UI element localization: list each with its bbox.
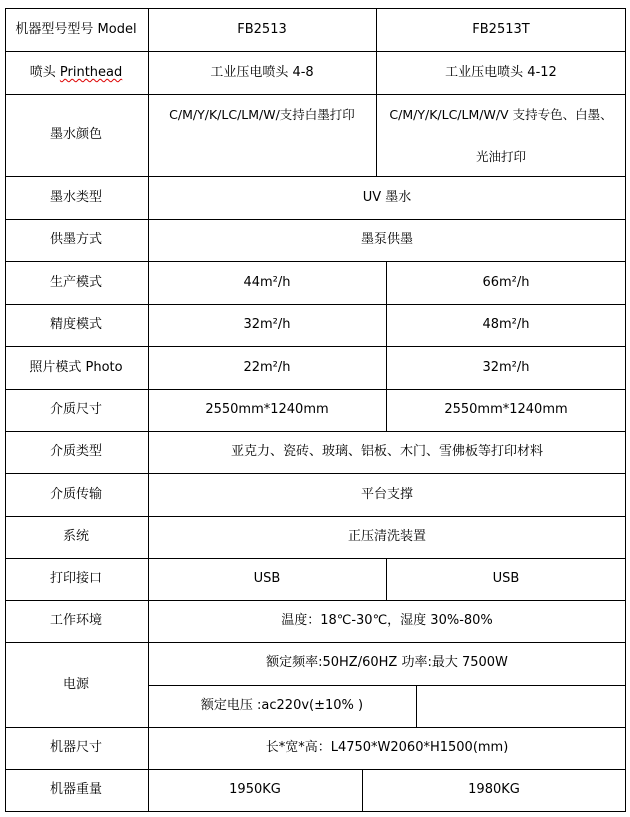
- label-model: 机器型号型号 Model: [15, 22, 137, 37]
- value-power-line1: 额定频率:50HZ/60HZ 功率:最大 7500W: [266, 655, 508, 670]
- row-rule: [5, 304, 626, 305]
- label-media-feed: 介质传输: [49, 487, 103, 502]
- row-rule: [5, 473, 626, 474]
- value-precision-b: 48m²/h: [482, 317, 530, 332]
- value-ink-color-b-line1: C/M/Y/K/LC/LM/W/V 支持专色、白墨、: [389, 107, 613, 122]
- power-divider: [148, 685, 626, 686]
- row-rule: [5, 389, 626, 390]
- row-rule: [5, 727, 626, 728]
- label-precision-mode: 精度模式: [49, 317, 103, 332]
- value-media-size-b: 2550mm*1240mm: [444, 402, 568, 417]
- row-rule: [5, 176, 626, 177]
- label-photo-mode: 照片模式 Photo: [29, 360, 123, 375]
- label-dimensions: 机器尺寸: [49, 740, 103, 755]
- value-media-size-a: 2550mm*1240mm: [205, 402, 329, 417]
- value-weight-a: 1950KG: [229, 782, 281, 797]
- label-media-type: 介质类型: [49, 444, 103, 459]
- row-rule: [5, 51, 626, 52]
- label-print-interface: 打印接口: [49, 571, 103, 586]
- value-printhead-b: 工业压电喷头 4-12: [445, 65, 557, 80]
- row-rule: [5, 94, 626, 95]
- row-rule: [5, 346, 626, 347]
- value-interface-a: USB: [253, 571, 281, 586]
- column-divider: [362, 769, 363, 811]
- column-divider: [376, 8, 377, 176]
- column-divider: [416, 685, 417, 727]
- value-printhead-a: 工业压电喷头 4-8: [210, 65, 314, 80]
- table-border-left: [5, 8, 6, 812]
- label-media-size: 介质尺寸: [49, 402, 103, 417]
- label-column-divider: [148, 8, 149, 812]
- label-environment: 工作环境: [49, 613, 103, 628]
- row-rule: [5, 261, 626, 262]
- table-border-right: [625, 8, 626, 812]
- value-photo-a: 22m²/h: [243, 360, 291, 375]
- value-production-b: 66m²/h: [482, 275, 530, 290]
- row-rule: [5, 219, 626, 220]
- label-printhead-en: Printhead: [59, 65, 123, 80]
- value-production-a: 44m²/h: [243, 275, 291, 290]
- column-divider: [386, 261, 387, 431]
- value-weight-b: 1980KG: [468, 782, 520, 797]
- row-rule: [5, 516, 626, 517]
- value-dimensions: 长*宽*高：L4750*W2060*H1500(mm): [265, 740, 509, 755]
- row-rule: [5, 769, 626, 770]
- value-photo-b: 32m²/h: [482, 360, 530, 375]
- value-ink-color-b-line2: 光油打印: [475, 149, 527, 164]
- value-model-fb2513t: FB2513T: [472, 22, 530, 37]
- label-ink-supply: 供墨方式: [49, 232, 103, 247]
- value-ink-type: UV 墨水: [362, 190, 412, 205]
- label-power: 电源: [62, 677, 90, 692]
- label-system: 系统: [62, 529, 90, 544]
- label-ink-color: 墨水颜色: [49, 127, 103, 142]
- value-environment: 温度：18℃-30℃，湿度 30%-80%: [281, 613, 493, 628]
- value-media-type: 亚克力、瓷砖、玻璃、铝板、木门、雪佛板等打印材料: [230, 444, 544, 459]
- row-rule: [5, 642, 626, 643]
- label-printhead-cn: 喷头: [29, 65, 56, 80]
- row-rule: [5, 600, 626, 601]
- label-production-mode: 生产模式: [49, 275, 103, 290]
- value-system: 正压清洗装置: [347, 529, 427, 544]
- value-ink-color-a: C/M/Y/K/LC/LM/W/支持白墨打印: [169, 107, 355, 122]
- label-weight: 机器重量: [49, 782, 103, 797]
- value-interface-b: USB: [492, 571, 520, 586]
- value-precision-a: 32m²/h: [243, 317, 291, 332]
- row-rule: [5, 811, 626, 812]
- label-ink-type: 墨水类型: [49, 190, 103, 205]
- row-rule: [5, 558, 626, 559]
- row-rule: [5, 431, 626, 432]
- column-divider: [386, 558, 387, 600]
- row-rule: [5, 8, 626, 9]
- value-media-feed: 平台支撑: [360, 487, 414, 502]
- value-ink-supply: 墨泵供墨: [360, 232, 414, 247]
- value-model-fb2513: FB2513: [237, 22, 287, 37]
- label-printhead: [30, 65, 123, 81]
- value-power-line2: 额定电压 :ac220v(±10% ): [200, 698, 364, 713]
